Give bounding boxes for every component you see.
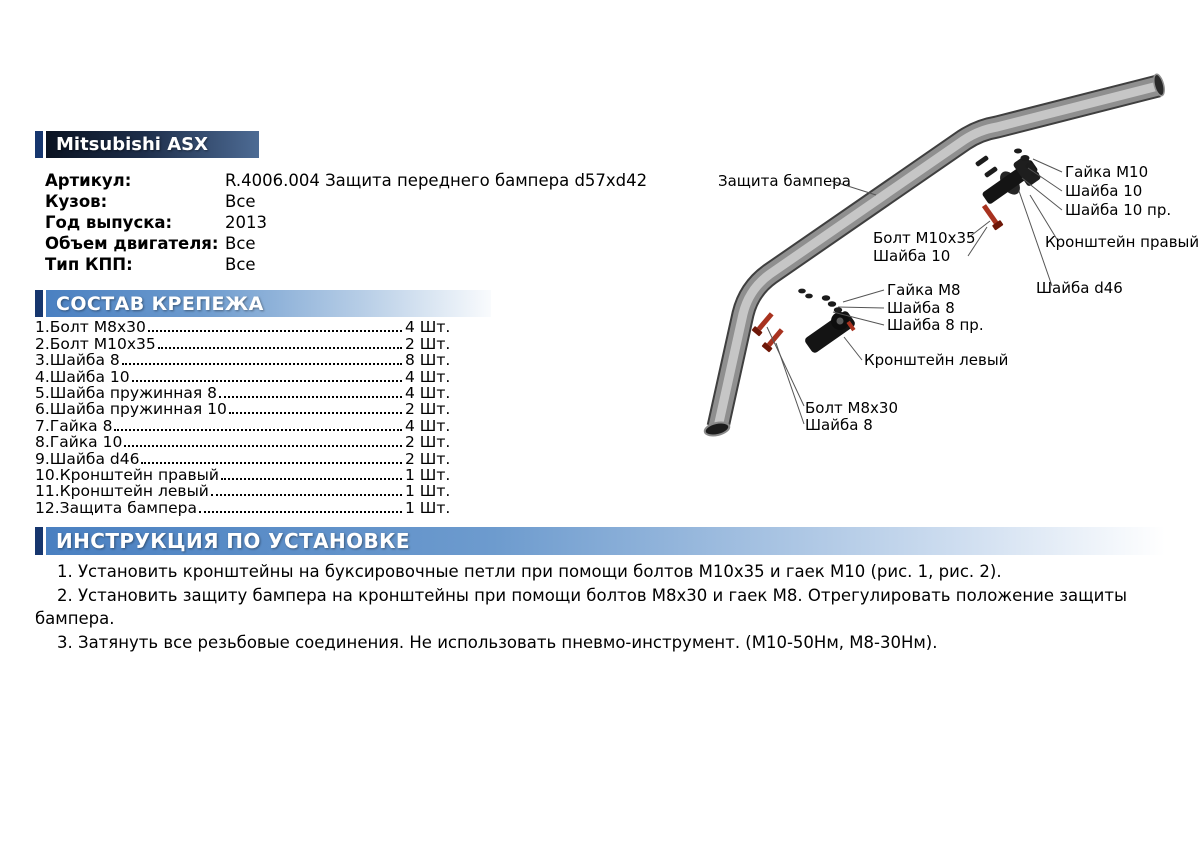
bar-accent (35, 131, 43, 158)
spec-row-transmission (35, 254, 695, 275)
part-qty: 4 Шт. (405, 367, 451, 386)
spec-row-body (35, 191, 695, 212)
part-qty: 4 Шт. (405, 416, 451, 435)
part-name: 10.Кронштейн правый (35, 465, 219, 484)
part-name: 7.Гайка 8 (35, 416, 113, 435)
dot-leader (141, 462, 402, 464)
assembly-diagram (680, 55, 1200, 455)
part-row (35, 401, 477, 417)
part-name: 12.Защита бампера (35, 498, 197, 517)
bar-accent (35, 290, 43, 317)
part-qty: 8 Шт. (405, 351, 451, 370)
part-name: 11.Кронштейн левый (35, 482, 209, 501)
dot-leader (132, 380, 402, 382)
spec-label: Артикул: (45, 171, 132, 190)
step-1: 1. Установить кронштейны на буксировочные петли при помощи болтов М10х35 и гаек М10 (рис. 1, рис. 2). (57, 562, 1002, 581)
label-washer-10: Шайба 10 (1065, 182, 1143, 200)
instructions-header-bar (35, 527, 1165, 555)
part-qty: 2 Шт. (405, 400, 451, 419)
label-bracket-right: Кронштейн правый (1045, 233, 1200, 251)
part-name: 1.Болт М8х30 (35, 318, 146, 337)
hardware-left (798, 289, 842, 313)
dot-leader (114, 429, 402, 431)
spec-label: Объем двигателя: (45, 234, 219, 253)
dot-leader (122, 363, 402, 365)
part-name: 9.Шайба d46 (35, 449, 140, 468)
parts-title: СОСТАВ КРЕПЕЖА (46, 290, 491, 317)
instructions-title: ИНСТРУКЦИЯ ПО УСТАНОВКЕ (46, 527, 1165, 555)
model-title: Mitsubishi ASX (46, 131, 259, 158)
label-bolt-m8x30: Болт М8х30 (805, 399, 899, 417)
spec-value: Все (225, 192, 256, 211)
dot-leader (148, 330, 402, 332)
label-bumper-guard: Защита бампера (718, 172, 851, 190)
label-washer-10-b: Шайба 10 (873, 247, 951, 265)
spec-label: Кузов: (45, 192, 108, 211)
part-row (35, 483, 477, 499)
label-washer-8-spring: Шайба 8 пр. (887, 316, 984, 334)
part-qty: 4 Шт. (405, 318, 451, 337)
label-washer-8-b: Шайба 8 (805, 416, 873, 434)
vehicle-specs (35, 170, 695, 275)
spec-value: 2013 (225, 213, 267, 232)
part-qty: 1 Шт. (405, 482, 451, 501)
bracket-right-part (981, 155, 1041, 205)
dot-leader (221, 478, 402, 480)
bar-accent (35, 527, 43, 555)
dot-leader (124, 445, 402, 447)
parts-list (35, 319, 477, 516)
part-row (35, 417, 477, 433)
part-qty: 1 Шт. (405, 465, 451, 484)
bolt-m8x30-part-1 (751, 311, 775, 337)
part-row (35, 450, 477, 466)
bolt-m8x30-part-2 (761, 327, 785, 353)
spec-row-year (35, 212, 695, 233)
part-row (35, 467, 477, 483)
step-2: 2. Установить защиту бампера на кронштейны при помощи болтов М8х30 и гаек М8. Отрегулировать положение защиты бампера. (35, 585, 1128, 628)
dot-leader (219, 396, 402, 398)
part-qty: 4 Шт. (405, 383, 451, 402)
part-row (35, 319, 477, 335)
spec-label: Тип КПП: (45, 255, 133, 274)
part-row (35, 352, 477, 368)
spec-value: R.4006.004 Защита переднего бампера d57xd42 (225, 171, 648, 190)
label-nut-m8: Гайка М8 (887, 281, 961, 299)
part-row (35, 368, 477, 384)
label-bolt-m10x35: Болт М10х35 (873, 229, 976, 247)
dot-leader (199, 511, 402, 513)
label-washer-8: Шайба 8 (887, 299, 955, 317)
label-nut-m10: Гайка М10 (1065, 163, 1149, 181)
label-washer-d46: Шайба d46 (1036, 279, 1123, 297)
dot-leader (211, 494, 402, 496)
model-header-bar (35, 131, 259, 158)
diagram-svg (680, 55, 1200, 455)
part-row (35, 434, 477, 450)
step-3: 3. Затянуть все резьбовые соединения. Не использовать пневмо-инструмент. (М10-50Нм, М8-30Нм). (57, 632, 938, 652)
part-qty: 2 Шт. (405, 449, 451, 468)
part-name: 2.Болт М10х35 (35, 334, 156, 353)
part-qty: 2 Шт. (405, 433, 451, 452)
spec-value: Все (225, 234, 256, 253)
part-name: 4.Шайба 10 (35, 367, 130, 386)
part-row (35, 385, 477, 401)
dot-leader (229, 412, 402, 414)
part-row (35, 499, 477, 515)
part-name: 3.Шайба 8 (35, 351, 120, 370)
dot-leader (158, 347, 402, 349)
part-name: 6.Шайба пружинная 10 (35, 400, 227, 419)
part-qty: 2 Шт. (405, 334, 451, 353)
spec-label: Год выпуска: (45, 213, 173, 232)
installation-steps (35, 560, 1167, 654)
part-row (35, 335, 477, 351)
label-bracket-left: Кронштейн левый (864, 351, 1009, 369)
label-washer-10-spring: Шайба 10 пр. (1065, 201, 1172, 219)
part-qty: 1 Шт. (405, 498, 451, 517)
parts-header-bar (35, 290, 491, 317)
part-name: 8.Гайка 10 (35, 433, 123, 452)
spec-row-article (35, 170, 695, 191)
spec-row-engine (35, 233, 695, 254)
spec-value: Все (225, 255, 256, 274)
part-name: 5.Шайба пружинная 8 (35, 383, 217, 402)
